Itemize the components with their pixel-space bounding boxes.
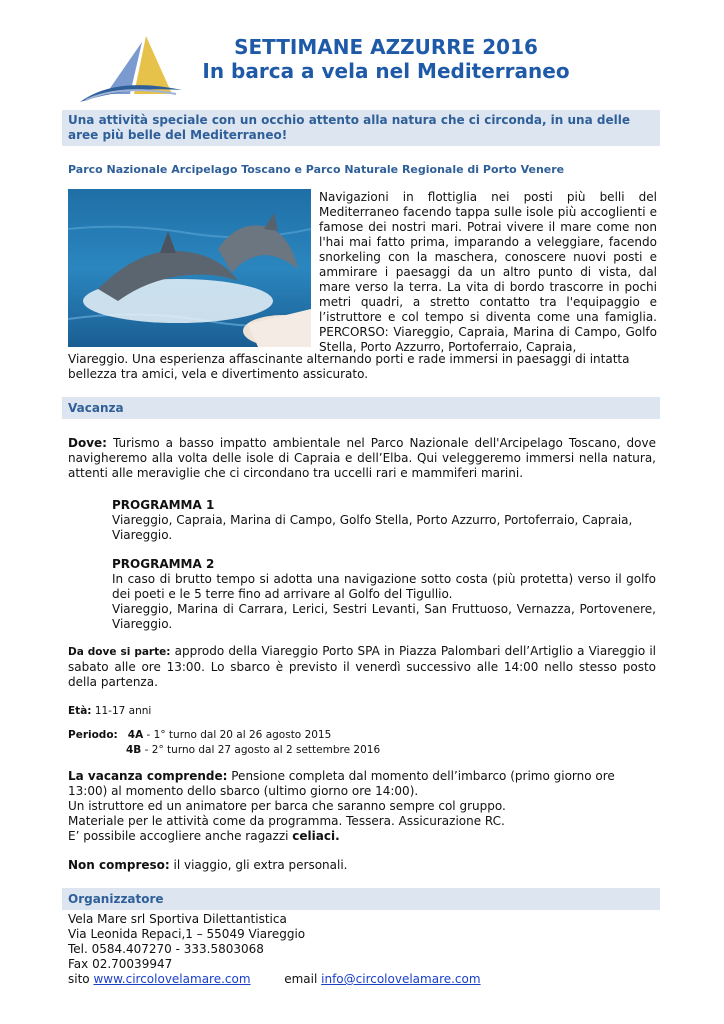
intro-banner: Una attività speciale con un occhio attento alla natura che ci circonda, in una delle aree più belle del Mediterraneo! [62, 110, 660, 146]
email-label: email [284, 972, 322, 986]
periodo-4b-code: 4B [126, 744, 142, 756]
partenza-text: approdo della Viareggio Porto SPA in Piazza Palombari dell’Artiglio a Viareggio il sabato alle ore 13:00. Lo sbarco è previsto il venerdì successivo alle 14:00 nello stesso posto della partenza. [68, 644, 656, 689]
section-heading-organizzatore: Organizzatore [62, 888, 660, 910]
periodo-4a-text: - 1° turno dal 20 al 26 agosto 2015 [143, 729, 332, 741]
programma-2-text-2: Viareggio, Marina di Carrara, Lerici, Sestri Levanti, San Fruttuoso, Vernazza, Portovenere, Viareggio. [112, 602, 656, 631]
org-fax: Fax 02.70039947 [68, 957, 173, 971]
periodo-label: Periodo: [68, 729, 118, 741]
eta-label: Età: [68, 705, 92, 717]
non-compreso-line [68, 858, 656, 873]
comprende-paragraph [68, 769, 656, 844]
programma-1-title: PROGRAMMA 1 [112, 498, 215, 512]
programma-1-text: Viareggio, Capraia, Marina di Campo, Golfo Stella, Porto Azzurro, Portoferraio, Capraia, Viareggio. [112, 513, 633, 542]
partenza-label: Da dove si parte: [68, 646, 171, 658]
org-tel: Tel. 0584.407270 - 333.5803068 [68, 942, 264, 956]
programma-1 [112, 498, 656, 543]
eta-text: 11-17 anni [91, 705, 152, 717]
page-title [196, 36, 576, 84]
org-contacts [68, 972, 656, 987]
comprende-label: La vacanza comprende: [68, 769, 228, 783]
dolphins-photo [68, 189, 311, 347]
sailboat-logo-icon [76, 32, 186, 104]
description-part2: Viareggio. Una esperienza affascinante alternando porti e rade immersi in paesaggi di intatta bellezza tra amici, vela e divertimento assicurato. [68, 352, 630, 381]
org-name: Vela Mare srl Sportiva Dilettantistica [68, 912, 287, 926]
title-line-1: SETTIMANE AZZURRE 2016 [234, 35, 538, 59]
subtitle: Parco Nazionale Arcipelago Toscano e Parco Naturale Regionale di Porto Venere [68, 163, 565, 176]
dove-text: Turismo a basso impatto ambientale nel Parco Nazionale dell'Arcipelago Toscano, dove navigheremo alla volta delle isole di Capraia e dell’Elba. Qui veleggeremo immersi nella natura, attenti alle meraviglie che ci circondano tra uccelli rari e mammiferi marini. [68, 436, 656, 480]
comprende-text: Pensione completa dal momento dell’imbarco (primo giorno ore 13:00) al momento dello sbarco (ultimo giorno ore 14:00). [68, 769, 615, 798]
comprende-line-4: E’ possibile accogliere anche ragazzi [68, 829, 293, 843]
periodo-4b-text: - 2° turno dal 27 agosto al 2 settembre 2016 [141, 744, 381, 756]
non-compreso-label: Non compreso: [68, 858, 170, 872]
title-line-2: In barca a vela nel Mediterraneo [202, 59, 570, 83]
description-part1: Navigazioni in flottiglia nei posti più belli del Mediterraneo facendo tappa sulle isole più accoglienti e famose dei nostri mari. Potrai vivere il mare come non l'hai mai fatto prima, imparando a veleggiare, facendo snorkeling con la maschera, conoscere nuovi posti e ammirare i paesaggi da un altro punto di vista, dal mare verso la terra. La vita di bordo trascorre in pochi metri quadri, a stretto contatto tra l'equipaggio e l’istruttore e col tempo si diventa come una famiglia. PERCORSO: Viareggio, Capraia, Marina di Campo, Golfo Stella, Porto Azzurro, Portoferraio, Capraia, [319, 190, 657, 354]
org-address: Via Leonida Repaci,1 – 55049 Viareggio [68, 927, 306, 941]
comprende-line-2: Un istruttore ed un animatore per barca che saranno sempre col gruppo. [68, 799, 506, 813]
programma-2-text-1: In caso di brutto tempo si adotta una navigazione sotto costa (più protetta) verso il golfo dei poeti e le 5 terre fino ad arrivare al Golfo del Tigullio. [112, 572, 656, 601]
dove-paragraph [68, 436, 656, 481]
periodo-4b [126, 743, 714, 758]
eta-line [68, 704, 656, 719]
organizzatore-block [68, 912, 656, 987]
non-compreso-text: il viaggio, gli extra personali. [169, 858, 348, 872]
periodo-4a-code: 4A [127, 729, 144, 741]
site-link[interactable]: www.circolovelamare.com [93, 972, 251, 986]
programma-2-title: PROGRAMMA 2 [112, 557, 215, 571]
section-heading-vacanza: Vacanza [62, 397, 660, 419]
email-link[interactable]: info@circolovelamare.com [321, 972, 481, 986]
dove-label: Dove: [68, 436, 107, 450]
celiaci-text: celiaci. [292, 829, 340, 843]
site-label: sito [68, 972, 94, 986]
partenza-paragraph [68, 644, 656, 690]
periodo-4a [68, 728, 656, 743]
comprende-line-3: Materiale per le attività come da programma. Tessera. Assicurazione RC. [68, 814, 505, 828]
programma-2 [112, 557, 656, 632]
